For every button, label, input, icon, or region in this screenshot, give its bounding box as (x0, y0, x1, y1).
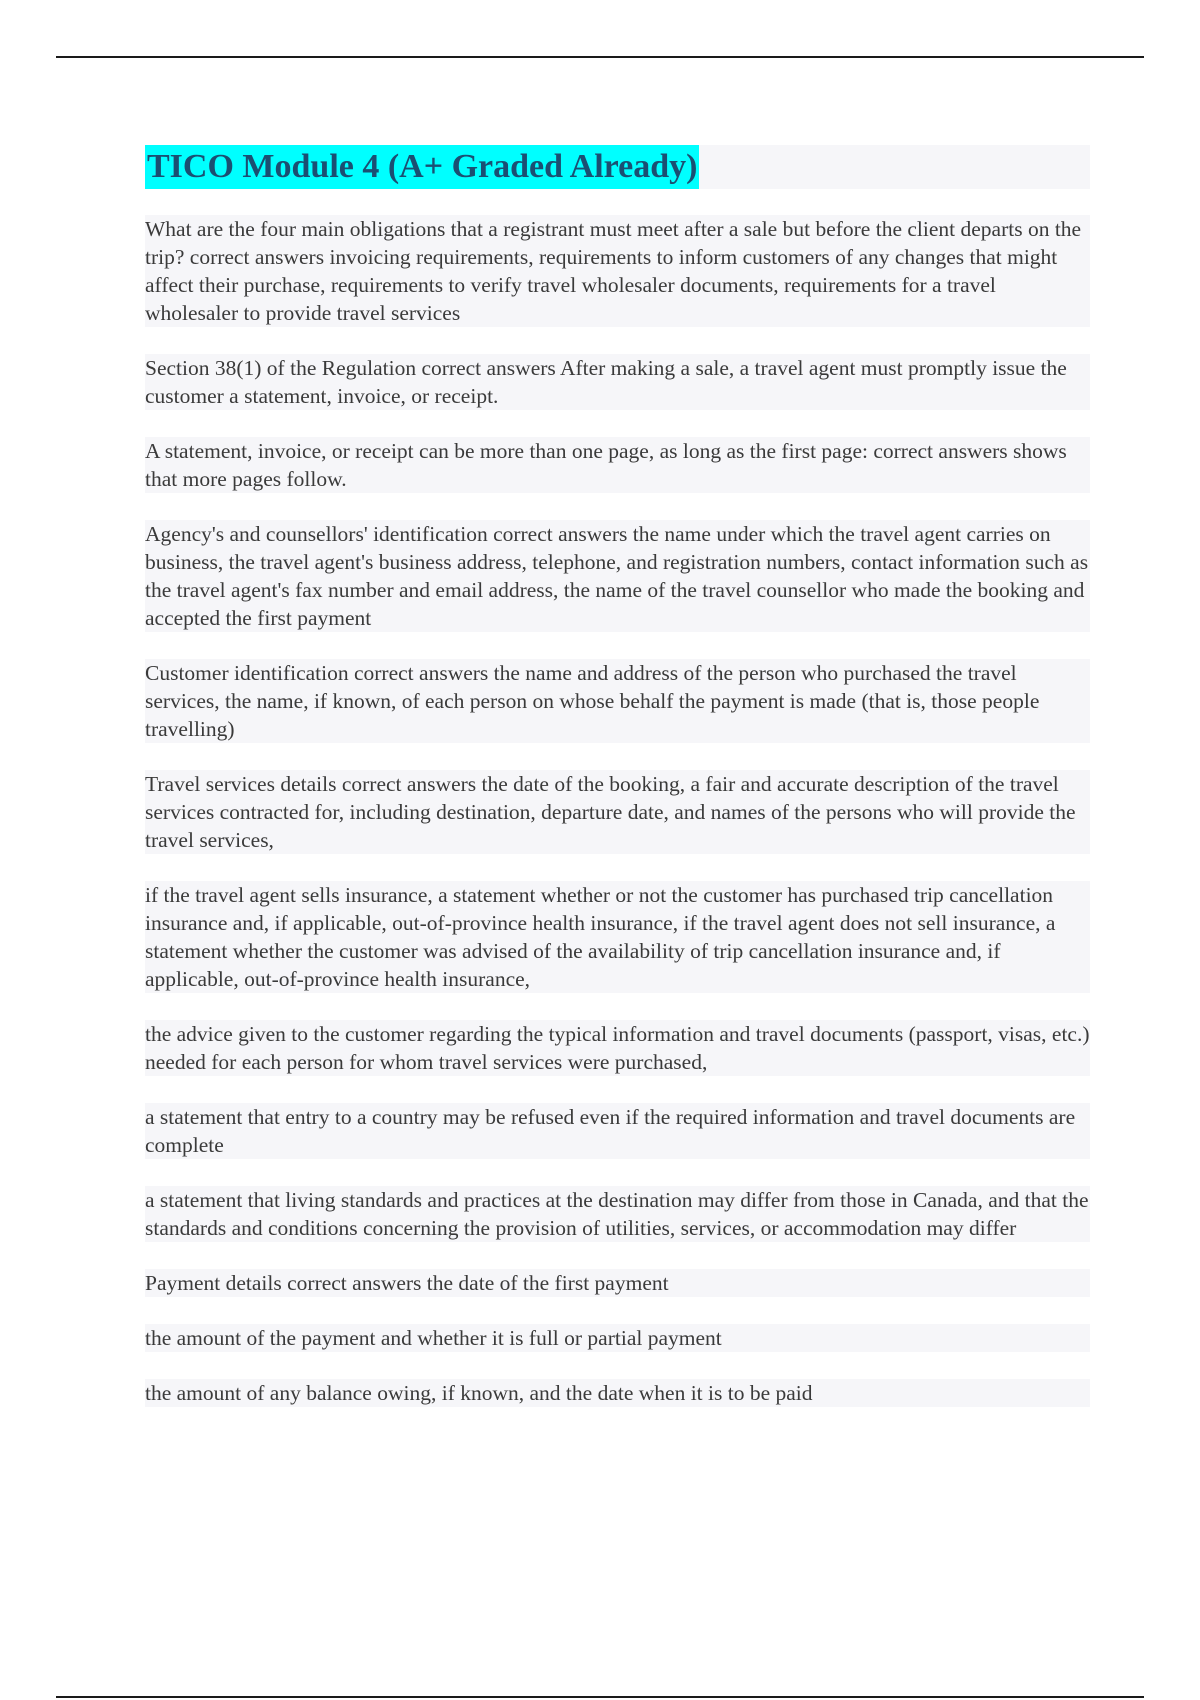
paragraph: a statement that entry to a country may be refused even if the required information and travel documents are complete (145, 1103, 1090, 1159)
paragraph: the amount of the payment and whether it is full or partial payment (145, 1324, 1090, 1352)
paragraph: Agency's and counsellors' identification correct answers the name under which the travel agent carries on business, the travel agent's business address, telephone, and registration numbers, contact information such as the travel agent's fax number and email address, the name of the travel counsellor who made the booking and accepted the first payment (145, 522, 1089, 630)
title-bar (145, 145, 1090, 189)
top-rule (56, 56, 1144, 58)
paragraph: A statement, invoice, or receipt can be more than one page, as long as the first page: correct answers shows that more pages follow. (145, 437, 1090, 493)
paragraph: if the travel agent sells insurance, a statement whether or not the customer has purchased trip cancellation insurance and, if applicable, out-of-province health insurance, if the travel agent does not sell insurance, a statement whether the customer was advised of the availability of trip cancellation insurance and, if applicable, out-of-province health insurance, (145, 881, 1090, 993)
paragraph: the advice given to the customer regarding the typical information and travel documents (passport, visas, etc.) needed for each person for whom travel services were purchased, (145, 1022, 1090, 1074)
bottom-rule (56, 1696, 1144, 1698)
paragraph: a statement that living standards and practices at the destination may differ from those in Canada, and that the standards and conditions concerning the provision of utilities, services, or accommodation may differ (145, 1188, 1089, 1240)
paragraph: Section 38(1) of the Regulation correct answers After making a sale, a travel agent must promptly issue the customer a statement, invoice, or receipt. (145, 354, 1090, 410)
paragraph: Travel services details correct answers the date of the booking, a fair and accurate description of the travel services contracted for, including destination, departure date, and names of the persons who will provide the travel services, (145, 770, 1090, 854)
document-body (145, 145, 1090, 1434)
paragraph: the amount of any balance owing, if known, and the date when it is to be paid (145, 1379, 1090, 1407)
paragraph: Payment details correct answers the date of the first payment (145, 1269, 1090, 1297)
paragraph: What are the four main obligations that a registrant must meet after a sale but before the client departs on the trip? correct answers invoicing requirements, requirements to inform customers of any changes that might affect their purchase, requirements to verify travel wholesaler documents, requirements for a travel wholesaler to provide travel services (145, 215, 1090, 327)
document-title: TICO Module 4 (A+ Graded Already) (145, 145, 699, 189)
paragraph: Customer identification correct answers the name and address of the person who purchased the travel services, the name, if known, of each person on whose behalf the payment is made (that is, those people travelling) (145, 659, 1090, 743)
